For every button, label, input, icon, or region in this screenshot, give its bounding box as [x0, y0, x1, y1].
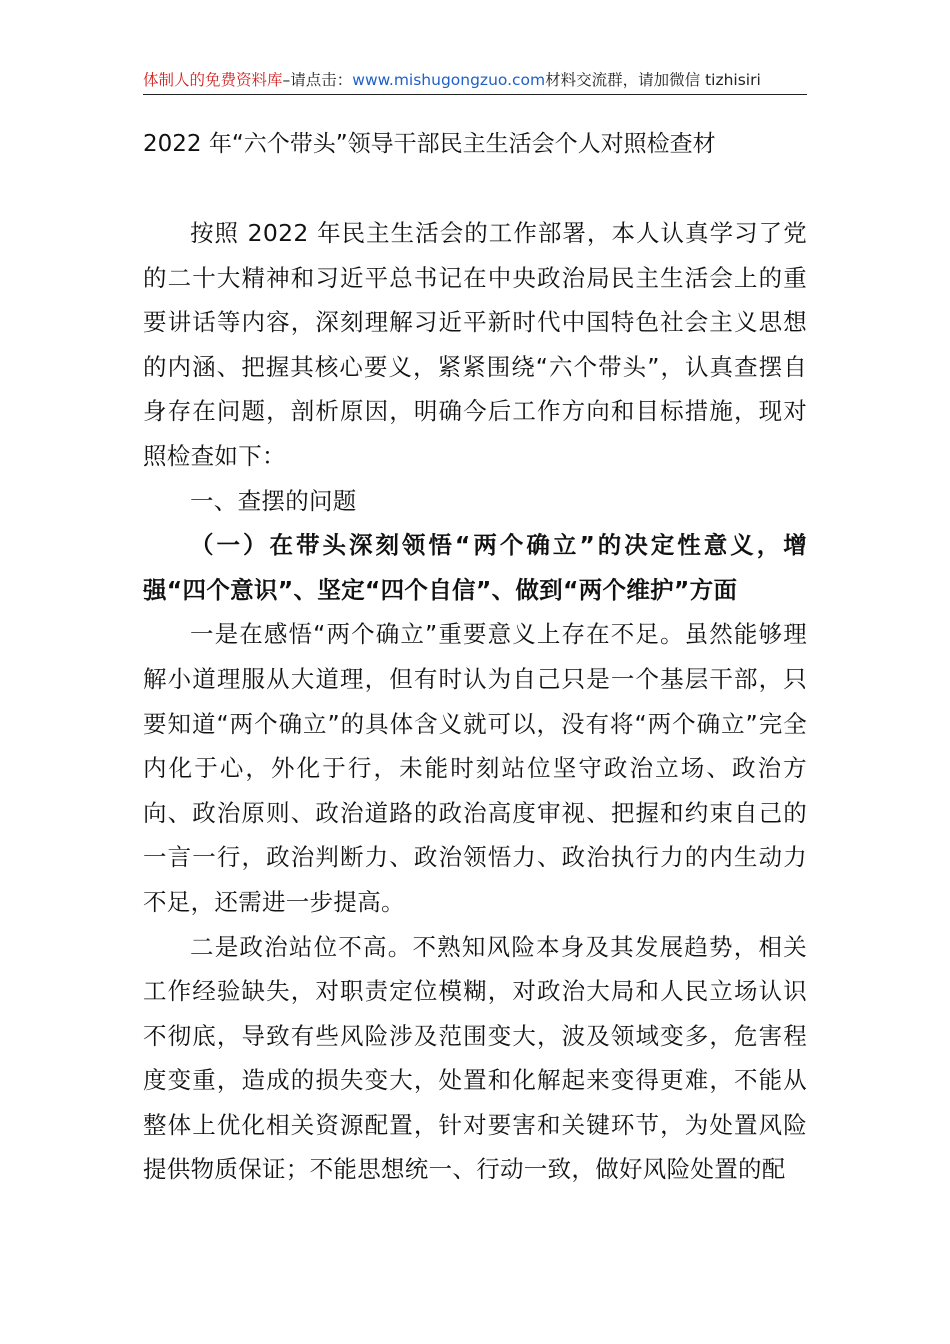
- header-prompt: –请点击：: [282, 71, 353, 89]
- body-paragraph-2: 二是政治站位不高。不熟知风险本身及其发展趋势，相关工作经验缺失，对职责定位模糊，对政治大局和人民立场认识不彻底，导致有些风险涉及范围变大，波及领域变多，危害程度变重，造成的损失变大，处置和化解起来变得更难，不能从整体上优化相关资源配置，针对要害和关键环节，为处置风险提供物质保证；不能思想统一、行动一致，做好风险处置的配: [143, 932, 807, 1184]
- document-body: [143, 211, 807, 1192]
- subsection-heading: （一）在带头深刻领悟“两个确立”的决定性意义，增强“四个意识”、坚定“四个自信”、做到“两个维护”方面: [143, 531, 807, 604]
- header-brand: 体制人的免费资料库: [143, 71, 283, 89]
- document-title: 2022 年“六个带头”领导干部民主生活会个人对照检查材: [143, 131, 716, 157]
- header-url-link[interactable]: www.mishugongzuo.com: [352, 71, 546, 89]
- intro-paragraph: 按照 2022 年民主生活会的工作部署，本人认真学习了党的二十大精神和习近平总书记在中央政治局民主生活会上的重要讲话等内容，深刻理解习近平新时代中国特色社会主义思想的内涵、把握其核心要义，紧紧围绕“六个带头”，认真查摆自身存在问题，剖析原因，明确今后工作方向和目标措施，现对照检查如下：: [143, 219, 807, 470]
- page-header: [143, 66, 807, 95]
- header-note: 材料交流群，请加微信 tizhisiri: [545, 71, 761, 89]
- section-heading: 一、查摆的问题: [190, 486, 357, 515]
- body-paragraph-1: 一是在感悟“两个确立”重要意义上存在不足。虽然能够理解小道理服从大道理，但有时认为自己只是一个基层干部，只要知道“两个确立”的具体含义就可以，没有将“两个确立”完全内化于心，外化于行，未能时刻站位坚守政治立场、政治方向、政治原则、政治道路的政治高度审视、把握和约束自己的一言一行，政治判断力、政治领悟力、政治执行力的内生动力不足，还需进一步提高。: [143, 620, 807, 916]
